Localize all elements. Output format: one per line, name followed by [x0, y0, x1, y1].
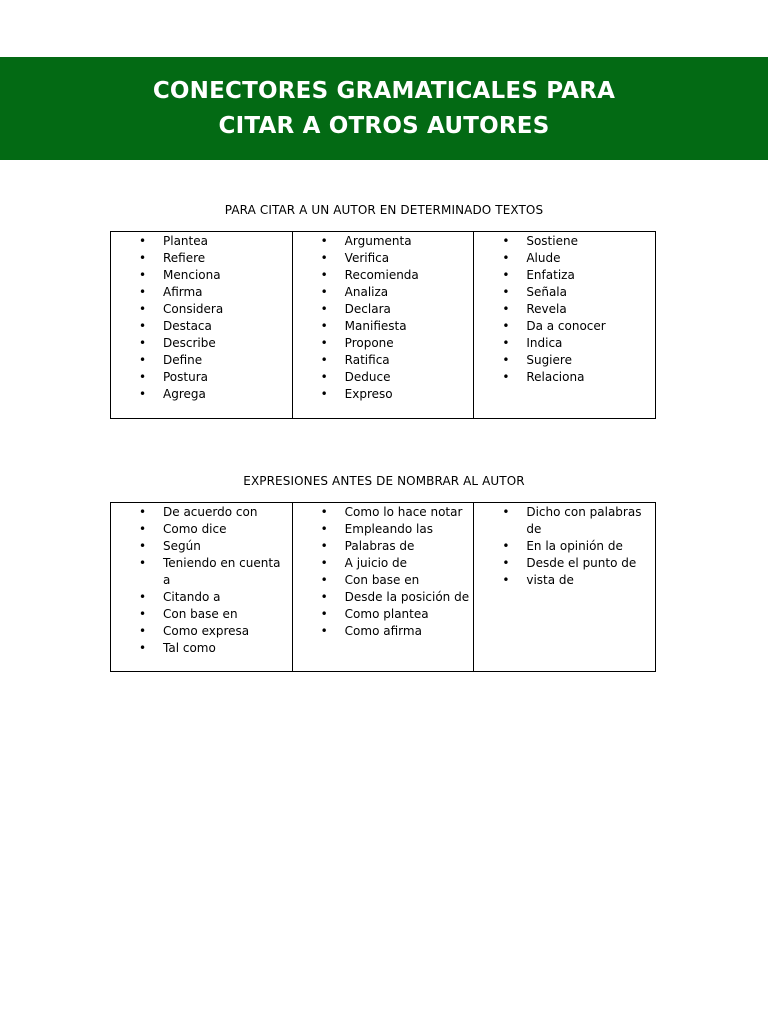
list-item: • Deduce: [293, 369, 474, 386]
list-item: • Verifica: [293, 250, 474, 267]
list-item: • Como lo hace notar: [293, 504, 474, 521]
section-2-heading: EXPRESIONES ANTES DE NOMBRAR AL AUTOR: [243, 474, 525, 488]
list-item: • Con base en: [111, 606, 292, 623]
list-item: • En la opinión de: [474, 538, 655, 555]
list-item: • Teniendo en cuenta a: [111, 555, 292, 589]
list-item: • Postura: [111, 369, 292, 386]
list-item: • Como expresa: [111, 623, 292, 640]
list-item: • Según: [111, 538, 292, 555]
expressions-table: [110, 502, 656, 672]
list-item: • Destaca: [111, 318, 292, 335]
list-item: • Menciona: [111, 267, 292, 284]
title-line-1: CONECTORES GRAMATICALES PARA: [152, 77, 616, 104]
list-item: • Da a conocer: [474, 318, 655, 335]
connectors-table: [110, 231, 656, 419]
bullet-list: [111, 232, 292, 403]
list-item: • Como afirma: [293, 623, 474, 640]
table-column: [293, 232, 475, 418]
list-item: • Propone: [293, 335, 474, 352]
list-item: • Enfatiza: [474, 267, 655, 284]
table-column: [293, 503, 475, 671]
list-item: • Como plantea: [293, 606, 474, 623]
list-item: • Argumenta: [293, 233, 474, 250]
section-1-heading: PARA CITAR A UN AUTOR EN DETERMINADO TEXTOS: [224, 203, 544, 217]
list-item: • Citando a: [111, 589, 292, 606]
list-item: • Sugiere: [474, 352, 655, 369]
list-item: • Como dice: [111, 521, 292, 538]
list-item: • Recomienda: [293, 267, 474, 284]
title-line-2: CITAR A OTROS AUTORES: [218, 112, 550, 139]
list-item: • Considera: [111, 301, 292, 318]
list-item: • Ratifica: [293, 352, 474, 369]
list-item: • Relaciona: [474, 369, 655, 386]
list-item: • Señala: [474, 284, 655, 301]
list-item: • Empleando las: [293, 521, 474, 538]
list-item: • De acuerdo con: [111, 504, 292, 521]
list-item: • A juicio de: [293, 555, 474, 572]
list-item: • Alude: [474, 250, 655, 267]
list-item: • Describe: [111, 335, 292, 352]
list-item: • Analiza: [293, 284, 474, 301]
list-item: • Declara: [293, 301, 474, 318]
list-item: • Sostiene: [474, 233, 655, 250]
list-item: • Afirma: [111, 284, 292, 301]
title-banner: [0, 57, 768, 160]
table-column: [474, 503, 655, 671]
list-item: • Plantea: [111, 233, 292, 250]
list-item: • Tal como: [111, 640, 292, 657]
list-item: • Define: [111, 352, 292, 369]
list-item: • Desde la posición de: [293, 589, 474, 606]
bullet-list: [474, 232, 655, 386]
list-item: • Revela: [474, 301, 655, 318]
table-column: [474, 232, 655, 418]
list-item: • Dicho con palabras de: [474, 504, 655, 538]
bullet-list: [293, 503, 474, 640]
list-item: • Desde el punto de: [474, 555, 655, 572]
table-column: [111, 503, 293, 671]
list-item: • Agrega: [111, 386, 292, 403]
list-item: • Indica: [474, 335, 655, 352]
bullet-list: [111, 503, 292, 657]
bullet-list: [474, 503, 655, 589]
bullet-list: [293, 232, 474, 403]
list-item: • vista de: [474, 572, 655, 589]
list-item: • Refiere: [111, 250, 292, 267]
list-item: • Palabras de: [293, 538, 474, 555]
list-item: • Expreso: [293, 386, 474, 403]
list-item: • Manifiesta: [293, 318, 474, 335]
list-item: • Con base en: [293, 572, 474, 589]
table-column: [111, 232, 293, 418]
